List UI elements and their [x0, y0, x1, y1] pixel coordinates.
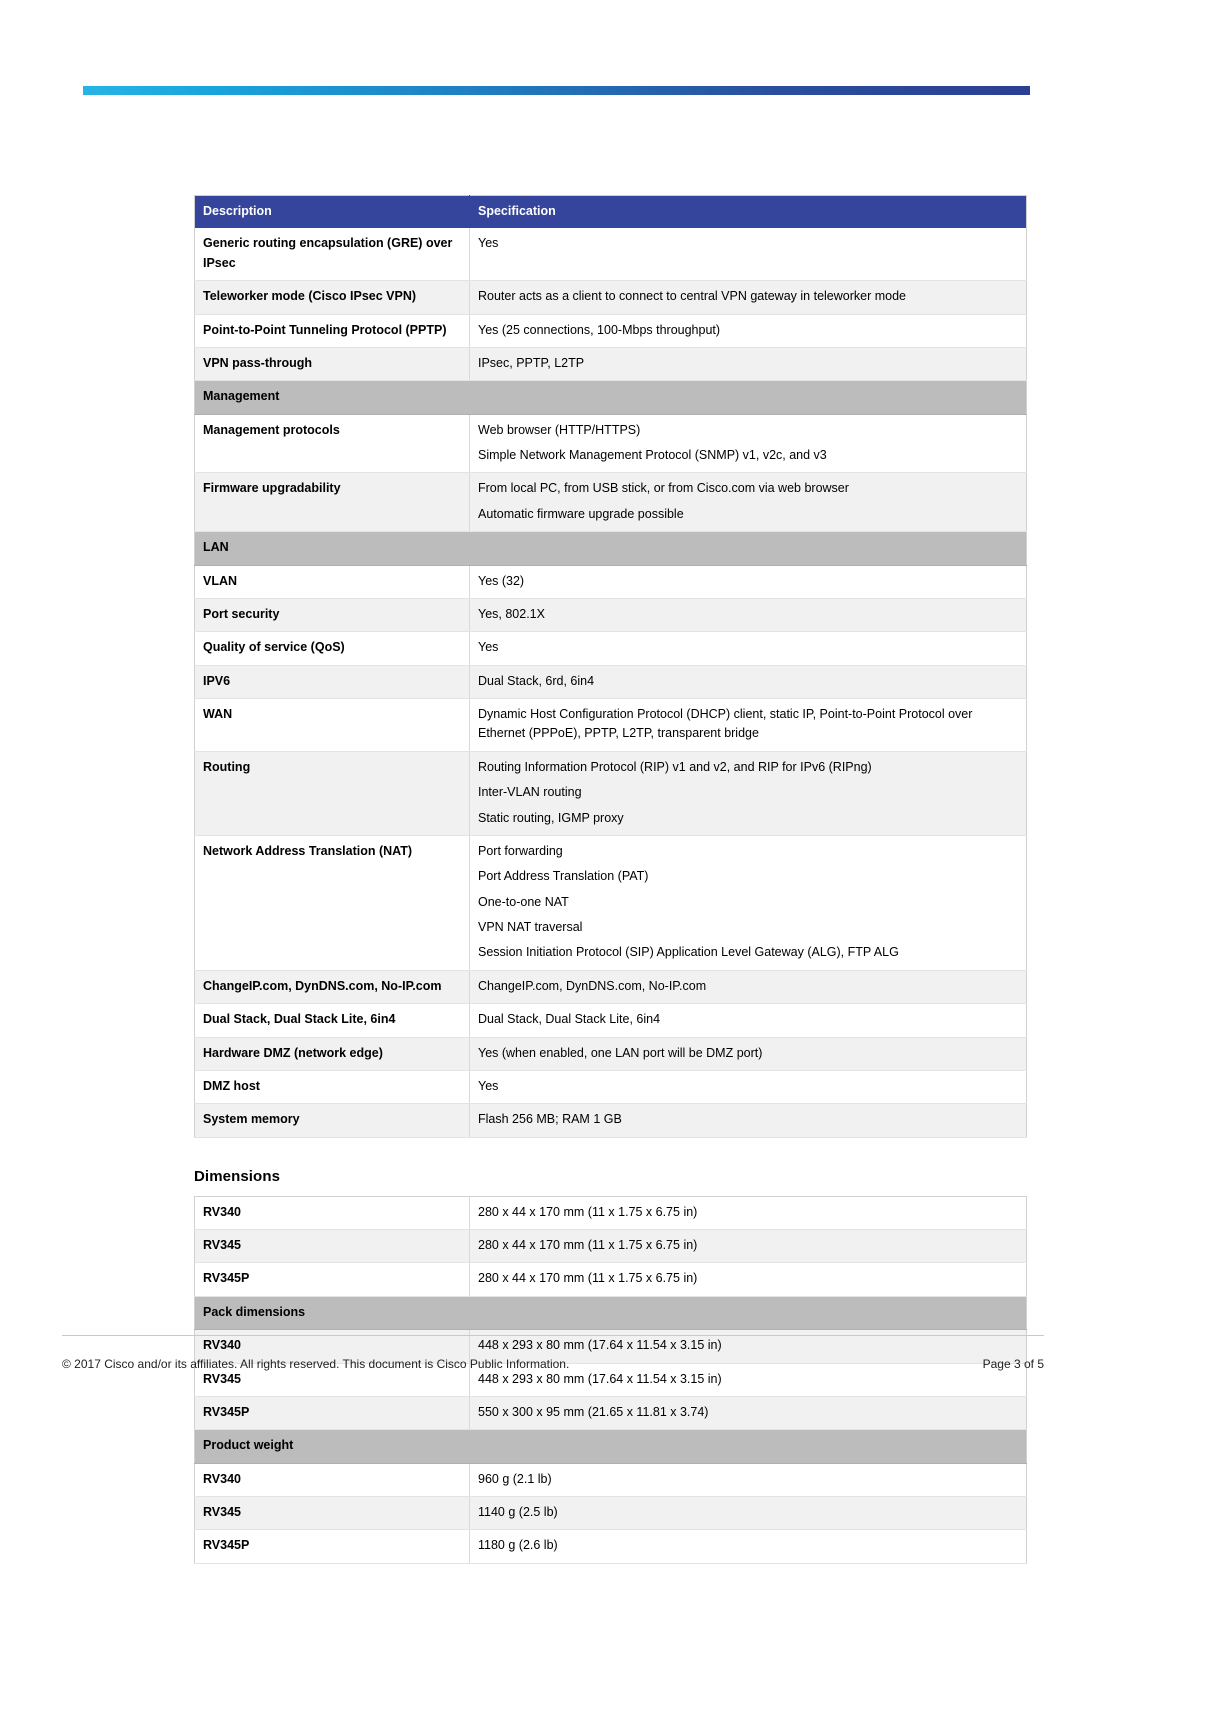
- specification-lines: [478, 321, 1018, 340]
- specifications-table: [194, 195, 1027, 1138]
- row-description-cell: Teleworker mode (Cisco IPsec VPN): [195, 281, 470, 314]
- row-description-cell: Point-to-Point Tunneling Protocol (PPTP): [195, 314, 470, 347]
- section-label: Management: [195, 381, 1027, 414]
- dimensions-table-body: [195, 1196, 1027, 1563]
- row-specification-cell: [470, 1070, 1027, 1103]
- page-footer: [62, 1357, 1044, 1371]
- table-header-row: [195, 196, 1027, 229]
- row-specification-cell: [470, 1230, 1027, 1263]
- table-row: [195, 414, 1027, 473]
- row-specification-cell: [470, 414, 1027, 473]
- column-header-description: Description: [195, 196, 470, 229]
- specification-line: Router acts as a client to connect to central VPN gateway in teleworker mode: [478, 289, 906, 304]
- section-label: LAN: [195, 532, 1027, 565]
- table-row: [195, 281, 1027, 314]
- specification-line: 448 x 293 x 80 mm (17.64 x 11.54 x 3.15 in): [478, 1371, 722, 1386]
- row-description-cell: Hardware DMZ (network edge): [195, 1037, 470, 1070]
- table-row: [195, 1497, 1027, 1530]
- specifications-table-body: [195, 196, 1027, 1138]
- specification-lines: [478, 1044, 1018, 1063]
- specification-line: Yes (25 connections, 100-Mbps throughput): [478, 322, 721, 337]
- row-description-cell: Dual Stack, Dual Stack Lite, 6in4: [195, 1004, 470, 1037]
- specification-line: Dual Stack, Dual Stack Lite, 6in4: [478, 1012, 661, 1027]
- specification-line: Yes (32): [478, 573, 525, 588]
- specification-line: Yes, 802.1X: [478, 606, 545, 621]
- specification-line: Flash 256 MB; RAM 1 GB: [478, 1112, 622, 1127]
- specification-lines: [478, 1403, 1018, 1422]
- specification-line: Session Initiation Protocol (SIP) Application Level Gateway (ALG), FTP ALG: [478, 945, 899, 960]
- specification-lines: [478, 421, 1018, 466]
- specification-line: Automatic firmware upgrade possible: [478, 506, 684, 521]
- row-description-cell: DMZ host: [195, 1070, 470, 1103]
- table-row: [195, 1037, 1027, 1070]
- table-row: [195, 970, 1027, 1003]
- specification-lines: [478, 1236, 1018, 1255]
- table-row: [195, 1230, 1027, 1263]
- row-description-cell: RV345: [195, 1497, 470, 1530]
- specification-lines: [478, 638, 1018, 657]
- footer-divider: [62, 1335, 1044, 1336]
- specification-line: Yes: [478, 236, 499, 251]
- specification-lines: [478, 1110, 1018, 1129]
- footer-page-number: Page 3 of 5: [982, 1357, 1044, 1371]
- specification-line: Yes: [478, 640, 499, 655]
- table-section-row: [195, 1430, 1027, 1463]
- table-row: [195, 1070, 1027, 1103]
- row-description-cell: Quality of service (QoS): [195, 632, 470, 665]
- row-description-cell: VLAN: [195, 565, 470, 598]
- row-description-cell: Port security: [195, 598, 470, 631]
- table-row: [195, 632, 1027, 665]
- table-section-row: [195, 381, 1027, 414]
- table-row: [195, 1004, 1027, 1037]
- row-specification-cell: [470, 1530, 1027, 1563]
- specification-line: 280 x 44 x 170 mm (11 x 1.75 x 6.75 in): [478, 1271, 698, 1286]
- row-description-cell: VPN pass-through: [195, 347, 470, 380]
- row-description-cell: Routing: [195, 751, 470, 835]
- specification-lines: [478, 1503, 1018, 1522]
- row-specification-cell: [470, 1104, 1027, 1137]
- specification-line: IPsec, PPTP, L2TP: [478, 355, 585, 370]
- table-row: [195, 1530, 1027, 1563]
- specification-lines: [478, 1336, 1018, 1355]
- row-specification-cell: [470, 565, 1027, 598]
- table-row: [195, 314, 1027, 347]
- table-row: [195, 473, 1027, 532]
- specification-lines: [478, 354, 1018, 373]
- dimensions-table: [194, 1196, 1027, 1564]
- specification-line: 280 x 44 x 170 mm (11 x 1.75 x 6.75 in): [478, 1238, 698, 1252]
- row-description-cell: RV340: [195, 1330, 470, 1363]
- row-description-cell: IPV6: [195, 665, 470, 698]
- specification-line: Routing Information Protocol (RIP) v1 and v2, and RIP for IPv6 (RIPng): [478, 759, 872, 774]
- header-gradient-rule: [83, 86, 1030, 95]
- row-specification-cell: [470, 751, 1027, 835]
- row-specification-cell: [470, 1497, 1027, 1530]
- specification-line: 1140 g (2.5 lb): [478, 1505, 558, 1519]
- row-specification-cell: [470, 1196, 1027, 1229]
- table-row: [195, 699, 1027, 752]
- specification-line: Web browser (HTTP/HTTPS): [478, 422, 641, 437]
- row-specification-cell: [470, 632, 1027, 665]
- row-specification-cell: [470, 1396, 1027, 1429]
- row-specification-cell: [470, 314, 1027, 347]
- specification-line: ChangeIP.com, DynDNS.com, No-IP.com: [478, 978, 707, 993]
- table-row: [195, 1396, 1027, 1429]
- row-specification-cell: [470, 1463, 1027, 1496]
- table-section-row: [195, 1296, 1027, 1329]
- specification-lines: [478, 479, 1018, 524]
- specification-line: Dynamic Host Configuration Protocol (DHCP) client, static IP, Point-to-Point Protocol over Ethernet (PPPoE), PPTP, L2TP, transparent bridge: [478, 707, 973, 741]
- specification-lines: [478, 842, 1018, 963]
- specification-line: Simple Network Management Protocol (SNMP) v1, v2c, and v3: [478, 448, 827, 462]
- specification-lines: [478, 1470, 1018, 1489]
- row-specification-cell: [470, 1263, 1027, 1296]
- row-description-cell: Management protocols: [195, 414, 470, 473]
- table-row: [195, 228, 1027, 280]
- table-row: [195, 1263, 1027, 1296]
- row-specification-cell: [470, 347, 1027, 380]
- specification-lines: [478, 1203, 1018, 1222]
- specification-line: Yes: [478, 1078, 499, 1093]
- row-specification-cell: [470, 970, 1027, 1003]
- row-specification-cell: [470, 473, 1027, 532]
- row-description-cell: System memory: [195, 1104, 470, 1137]
- row-description-cell: Generic routing encapsulation (GRE) over IPsec: [195, 228, 470, 280]
- specification-line: VPN NAT traversal: [478, 920, 583, 934]
- row-specification-cell: [470, 699, 1027, 752]
- specification-lines: [478, 977, 1018, 996]
- specification-line: 550 x 300 x 95 mm (21.65 x 11.81 x 3.74): [478, 1404, 709, 1419]
- row-specification-cell: [470, 1037, 1027, 1070]
- specification-line: Port Address Translation (PAT): [478, 869, 649, 884]
- specification-lines: [478, 705, 1018, 744]
- table-row: [195, 565, 1027, 598]
- specification-lines: [478, 234, 1018, 253]
- specification-lines: [478, 1370, 1018, 1389]
- row-description-cell: WAN: [195, 699, 470, 752]
- specification-line: Inter-VLAN routing: [478, 785, 582, 800]
- specification-line: From local PC, from USB stick, or from Cisco.com via web browser: [478, 481, 849, 496]
- row-description-cell: RV345P: [195, 1263, 470, 1296]
- row-specification-cell: [470, 598, 1027, 631]
- specification-lines: [478, 572, 1018, 591]
- table-row: [195, 1104, 1027, 1137]
- row-description-cell: RV340: [195, 1196, 470, 1229]
- table-row: [195, 347, 1027, 380]
- specification-lines: [478, 1077, 1018, 1096]
- specification-lines: [478, 287, 1018, 306]
- table-row: [195, 1463, 1027, 1496]
- specification-line: One-to-one NAT: [478, 894, 569, 909]
- specification-lines: [478, 1536, 1018, 1555]
- specification-lines: [478, 605, 1018, 624]
- row-description-cell: Firmware upgradability: [195, 473, 470, 532]
- row-specification-cell: [470, 228, 1027, 280]
- section-label: Pack dimensions: [195, 1296, 1027, 1329]
- specification-line: Yes (when enabled, one LAN port will be DMZ port): [478, 1045, 763, 1060]
- specification-line: Port forwarding: [478, 843, 563, 858]
- section-label: Product weight: [195, 1430, 1027, 1463]
- specification-lines: [478, 672, 1018, 691]
- specification-line: 960 g (2.1 lb): [478, 1471, 552, 1486]
- specification-lines: [478, 1010, 1018, 1029]
- column-header-specification: Specification: [470, 196, 1027, 229]
- specification-lines: [478, 758, 1018, 828]
- table-row: [195, 1196, 1027, 1229]
- specification-lines: [478, 1269, 1018, 1288]
- specification-line: 448 x 293 x 80 mm (17.64 x 11.54 x 3.15 in): [478, 1338, 722, 1353]
- footer-copyright: © 2017 Cisco and/or its affiliates. All rights reserved. This document is Cisco Public Information.: [62, 1357, 570, 1371]
- row-description-cell: RV340: [195, 1463, 470, 1496]
- row-description-cell: ChangeIP.com, DynDNS.com, No-IP.com: [195, 970, 470, 1003]
- row-description-cell: RV345P: [195, 1396, 470, 1429]
- table-row: [195, 665, 1027, 698]
- row-specification-cell: [470, 665, 1027, 698]
- row-specification-cell: [470, 281, 1027, 314]
- row-description-cell: Network Address Translation (NAT): [195, 835, 470, 970]
- specification-line: 1180 g (2.6 lb): [478, 1538, 558, 1553]
- row-specification-cell: [470, 1004, 1027, 1037]
- dimensions-heading: Dimensions: [194, 1167, 281, 1185]
- row-description-cell: RV345: [195, 1230, 470, 1263]
- table-row: [195, 598, 1027, 631]
- table-section-row: [195, 532, 1027, 565]
- table-row: [195, 751, 1027, 835]
- specification-line: 280 x 44 x 170 mm (11 x 1.75 x 6.75 in): [478, 1204, 698, 1219]
- specification-line: Dual Stack, 6rd, 6in4: [478, 673, 595, 688]
- specification-line: Static routing, IGMP proxy: [478, 810, 624, 825]
- row-description-cell: RV345P: [195, 1530, 470, 1563]
- row-specification-cell: [470, 835, 1027, 970]
- row-description-cell: RV345: [195, 1363, 470, 1396]
- table-row: [195, 835, 1027, 970]
